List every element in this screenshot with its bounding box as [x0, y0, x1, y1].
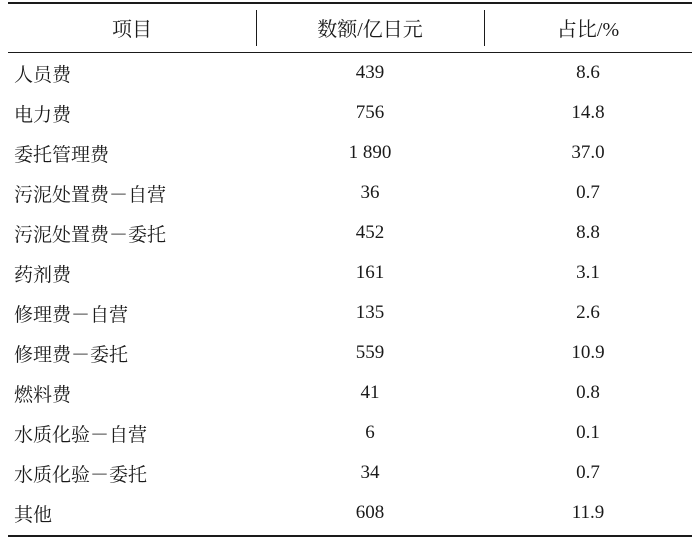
cell-share: 0.7: [576, 462, 600, 483]
cell-share: 37.0: [571, 142, 605, 163]
table-body: [8, 53, 692, 534]
table-row: [8, 213, 692, 253]
table-row: [8, 373, 692, 413]
cell-share: 11.9: [571, 502, 605, 523]
cell-item: 药剂费: [14, 264, 72, 286]
cell-share: 8.6: [576, 62, 600, 83]
cell-share: 2.6: [576, 302, 600, 323]
table-container: [8, 2, 692, 537]
cell-item: 修理费－自营: [14, 304, 129, 326]
cell-amount: 756: [355, 102, 385, 123]
table-row: [8, 293, 692, 333]
cell-amount: 36: [360, 182, 380, 203]
cell-share: 10.9: [571, 342, 605, 363]
cell-share: 8.8: [576, 222, 600, 243]
table-row: [8, 93, 692, 133]
table-row: [8, 333, 692, 373]
table-row: [8, 413, 692, 453]
column-header-item: 项目: [8, 3, 256, 53]
cell-amount: 439: [355, 62, 385, 83]
cell-share: 0.8: [576, 382, 600, 403]
cell-item: 修理费－委托: [14, 344, 129, 366]
table-row: [8, 453, 692, 493]
column-header-amount: 数额/亿日元: [256, 3, 484, 53]
cell-share: 0.7: [576, 182, 600, 203]
table-header: [8, 3, 692, 53]
table-row: [8, 133, 692, 173]
cell-item: 水质化验－自营: [14, 424, 148, 446]
cell-share: 14.8: [571, 102, 605, 123]
cell-item: 委托管理费: [14, 144, 110, 166]
cell-item: 人员费: [14, 64, 72, 86]
cell-amount: 161: [355, 262, 385, 283]
table-row: [8, 493, 692, 533]
header-row: [8, 3, 692, 53]
cell-amount: 452: [355, 222, 385, 243]
cell-amount: 1 890: [348, 142, 392, 163]
cell-item: 电力费: [14, 104, 72, 126]
table-row: [8, 253, 692, 293]
table-row: [8, 173, 692, 213]
cell-amount: 608: [355, 502, 385, 523]
cell-item: 污泥处置费－自营: [14, 184, 167, 206]
cell-amount: 6: [365, 422, 375, 443]
cell-item: 污泥处置费－委托: [14, 224, 167, 246]
column-header-share: 占比/%: [484, 3, 692, 53]
cell-amount: 41: [360, 382, 380, 403]
cell-item: 其他: [14, 504, 53, 526]
cell-amount: 135: [355, 302, 385, 323]
cell-item: 燃料费: [14, 384, 72, 406]
cell-share: 3.1: [576, 262, 600, 283]
cell-item: 水质化验－委托: [14, 464, 148, 486]
cell-share: 0.1: [576, 422, 600, 443]
cell-amount: 34: [360, 462, 380, 483]
table-row: [8, 53, 692, 94]
expense-table: [8, 2, 692, 533]
cell-amount: 559: [355, 342, 385, 363]
